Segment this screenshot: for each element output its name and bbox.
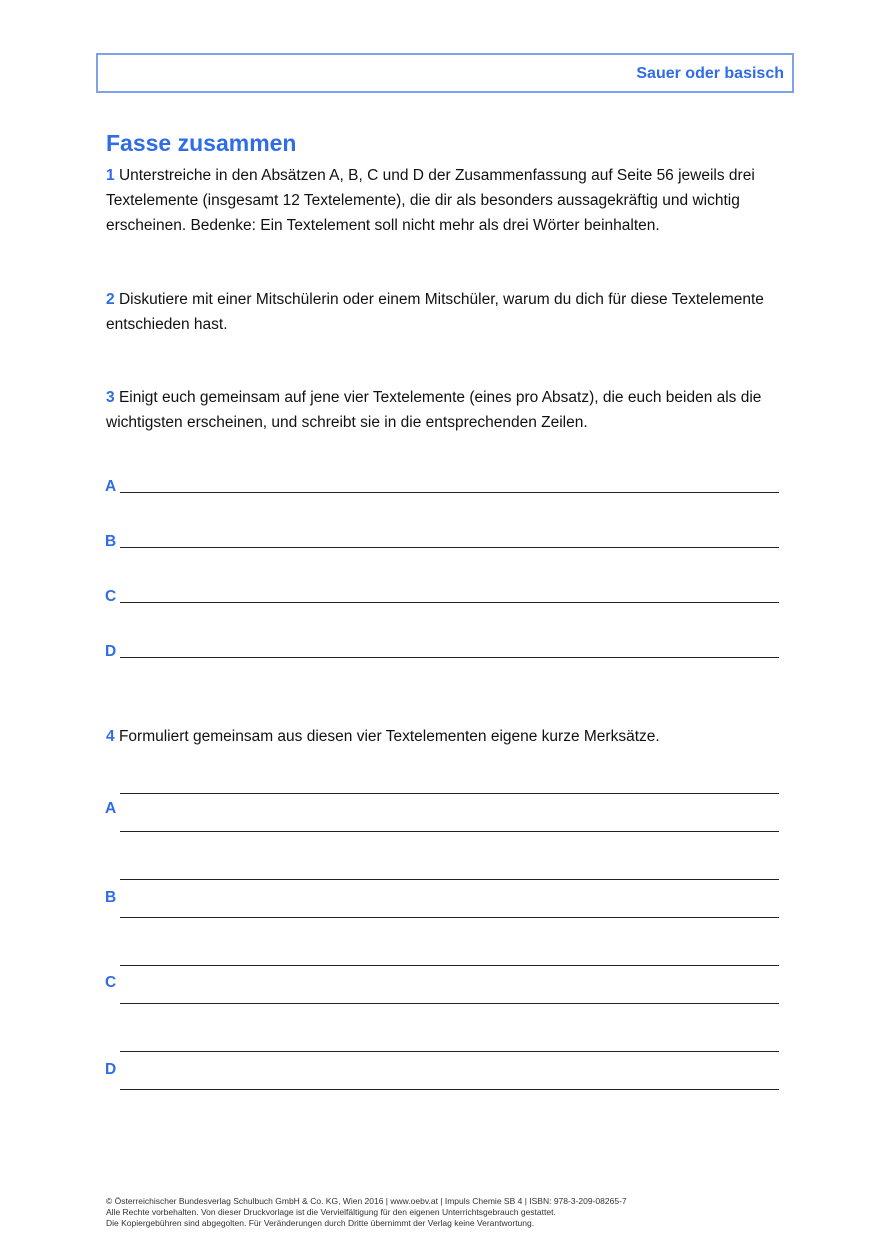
task-2: [106, 287, 790, 337]
sentence-line-d2[interactable]: [120, 1089, 779, 1090]
task-1: [106, 163, 790, 238]
footer: [106, 1196, 806, 1229]
header-box: [96, 53, 794, 93]
page-title: Fasse zusammen: [106, 130, 297, 156]
sentence-line-c2[interactable]: [120, 1003, 779, 1004]
task-text: Unterstreiche in den Absätzen A, B, C und D der Zusammenfassung auf Seite 56 jeweils drei Textelemente (insgesamt 12 Textelemente), die dir als besonders aussagekräftig und wichtig erscheinen. Bedenke: Ein Textelement soll nicht mehr als drei Wörter beinhalten.: [106, 167, 755, 234]
sentence-line-a1[interactable]: [120, 793, 779, 794]
sentence-label-d: D: [105, 1061, 117, 1078]
sentence-line-b2[interactable]: [120, 917, 779, 918]
task-text: Formuliert gemeinsam aus diesen vier Textelementen eigene kurze Merksätze.: [118, 728, 660, 745]
answer-label-a: A: [105, 478, 117, 495]
answer-label-d: D: [105, 643, 117, 660]
task-4: [106, 724, 790, 749]
answer-line-a[interactable]: [120, 492, 779, 493]
sentence-line-a2[interactable]: [120, 831, 779, 832]
answer-line-c[interactable]: [120, 602, 779, 603]
sentence-label-b: B: [105, 889, 117, 906]
footer-disclaimer: Die Kopiergebühren sind abgegolten. Für Veränderungen durch Dritte übernimmt der Verlag keine Verantwortung.: [106, 1218, 535, 1228]
sentence-line-d1[interactable]: [120, 1051, 779, 1052]
task-3: [106, 385, 790, 435]
answer-line-d[interactable]: [120, 657, 779, 658]
sentence-line-b1[interactable]: [120, 879, 779, 880]
task-number: 1: [106, 167, 115, 184]
task-number: 4: [106, 728, 115, 745]
answer-line-b[interactable]: [120, 547, 779, 548]
task-number: 2: [106, 291, 115, 308]
task-number: 3: [106, 389, 115, 406]
sentence-label-c: C: [105, 974, 117, 991]
answer-label-b: B: [105, 533, 117, 550]
header-title: Sauer oder basisch: [636, 65, 784, 82]
sentence-label-a: A: [105, 800, 117, 817]
task-text: Einigt euch gemeinsam auf jene vier Textelemente (eines pro Absatz), die euch beiden als die wichtigsten erscheinen, und schreibt sie in die entsprechenden Zeilen.: [106, 389, 762, 431]
answer-label-c: C: [105, 588, 117, 605]
footer-rights: Alle Rechte vorbehalten. Von dieser Druckvorlage ist die Vervielfältigung für den eigenen Unterrichtsgebrauch gestattet.: [106, 1207, 556, 1217]
footer-copyright: © Österreichischer Bundesverlag Schulbuch GmbH & Co. KG, Wien 2016 | www.oebv.at | Impuls Chemie SB 4 | ISBN: 978-3-209-08265-7: [106, 1196, 627, 1206]
sentence-line-c1[interactable]: [120, 965, 779, 966]
task-text: Diskutiere mit einer Mitschülerin oder einem Mitschüler, warum du dich für diese Textelemente entschieden hast.: [106, 291, 764, 333]
